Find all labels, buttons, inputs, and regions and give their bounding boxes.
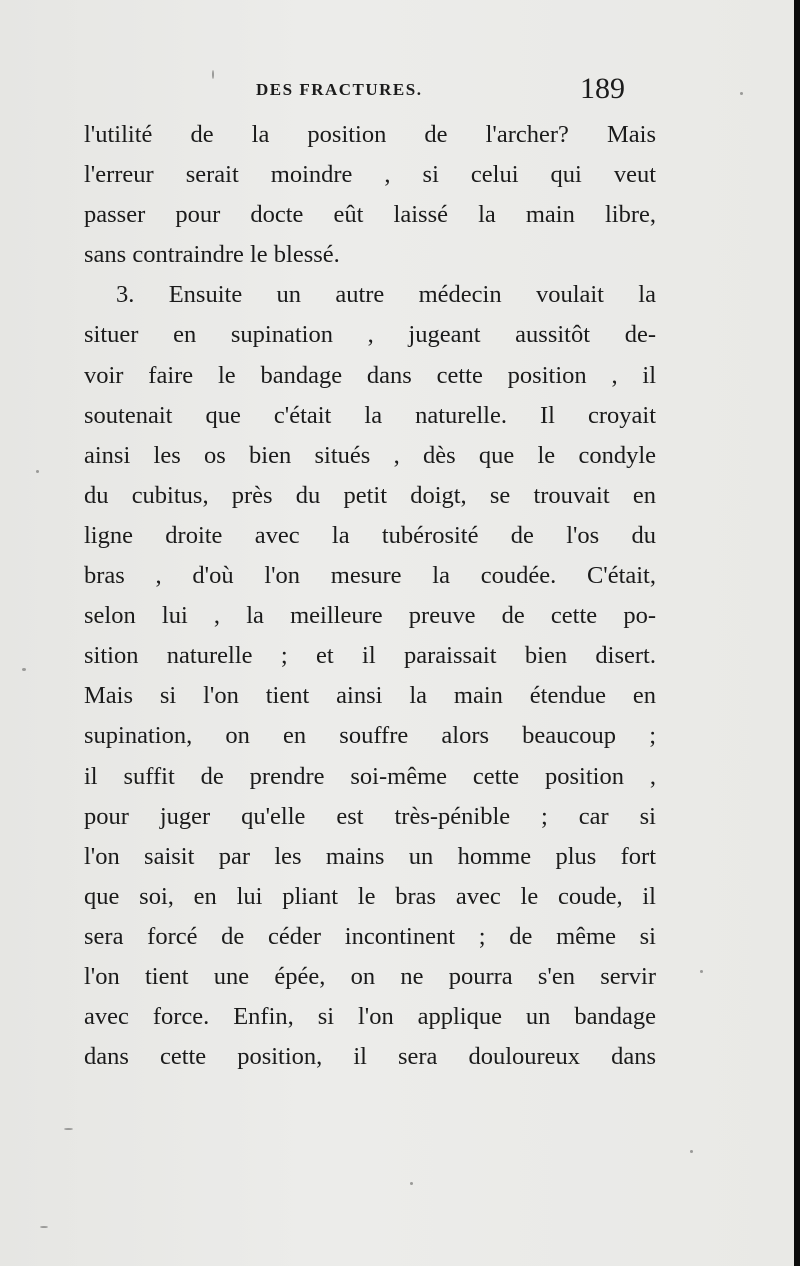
text-line: il suffit de prendre soi-même cette position , <box>84 762 656 790</box>
body-text <box>84 115 656 1077</box>
text-line: bras , d'où l'on mesure la coudée. C'était, <box>84 562 656 590</box>
text-line: dans cette position, il sera douloureux dans <box>84 1043 656 1071</box>
text-line: avec force. Enfin, si l'on applique un bandage <box>84 1003 656 1031</box>
text-line: ainsi les os bien situés , dès que le condyle <box>84 441 656 469</box>
text-line: Mais si l'on tient ainsi la main étendue en <box>84 682 656 710</box>
text-line: sera forcé de céder incontinent ; de même si <box>84 922 656 950</box>
text-line: sans contraindre le blessé. <box>84 241 340 269</box>
text-line: passer pour docte eût laissé la main libre, <box>84 201 656 229</box>
speck <box>36 470 39 473</box>
running-title: DES FRACTURES. <box>256 80 423 99</box>
text-line: pour juger qu'elle est très-pénible ; car si <box>84 802 656 830</box>
text-line: situer en supination , jugeant aussitôt de- <box>84 321 656 349</box>
speck <box>700 970 703 973</box>
text-line: supination, on en souffre alors beaucoup ; <box>84 722 656 750</box>
text-line: soutenait que c'était la naturelle. Il croyait <box>84 401 656 429</box>
text-line: que soi, en lui pliant le bras avec le coude, il <box>84 882 656 910</box>
text-line: selon lui , la meilleure preuve de cette po- <box>84 602 656 630</box>
speck <box>22 668 26 671</box>
text-line: l'on saisit par les mains un homme plus fort <box>84 842 656 870</box>
text-line: du cubitus, près du petit doigt, se trouvait en <box>84 481 656 509</box>
text-line: l'utilité de la position de l'archer? Mais <box>84 121 656 148</box>
speck <box>64 1128 73 1130</box>
text-line: sition naturelle ; et il paraissait bien disert. <box>84 642 656 670</box>
page-header <box>0 72 794 116</box>
text-line: l'erreur serait moindre , si celui qui veut <box>84 161 656 189</box>
text-line: 3. Ensuite un autre médecin voulait la <box>116 281 656 309</box>
scan-edge <box>794 0 800 1266</box>
page-number: 189 <box>580 72 625 105</box>
text-line: l'on tient une épée, on ne pourra s'en servir <box>84 962 656 990</box>
speck <box>40 1226 48 1228</box>
speck <box>690 1150 693 1153</box>
text-line: ligne droite avec la tubérosité de l'os du <box>84 521 656 549</box>
text-line: voir faire le bandage dans cette position , il <box>84 361 656 389</box>
speck <box>410 1182 413 1185</box>
